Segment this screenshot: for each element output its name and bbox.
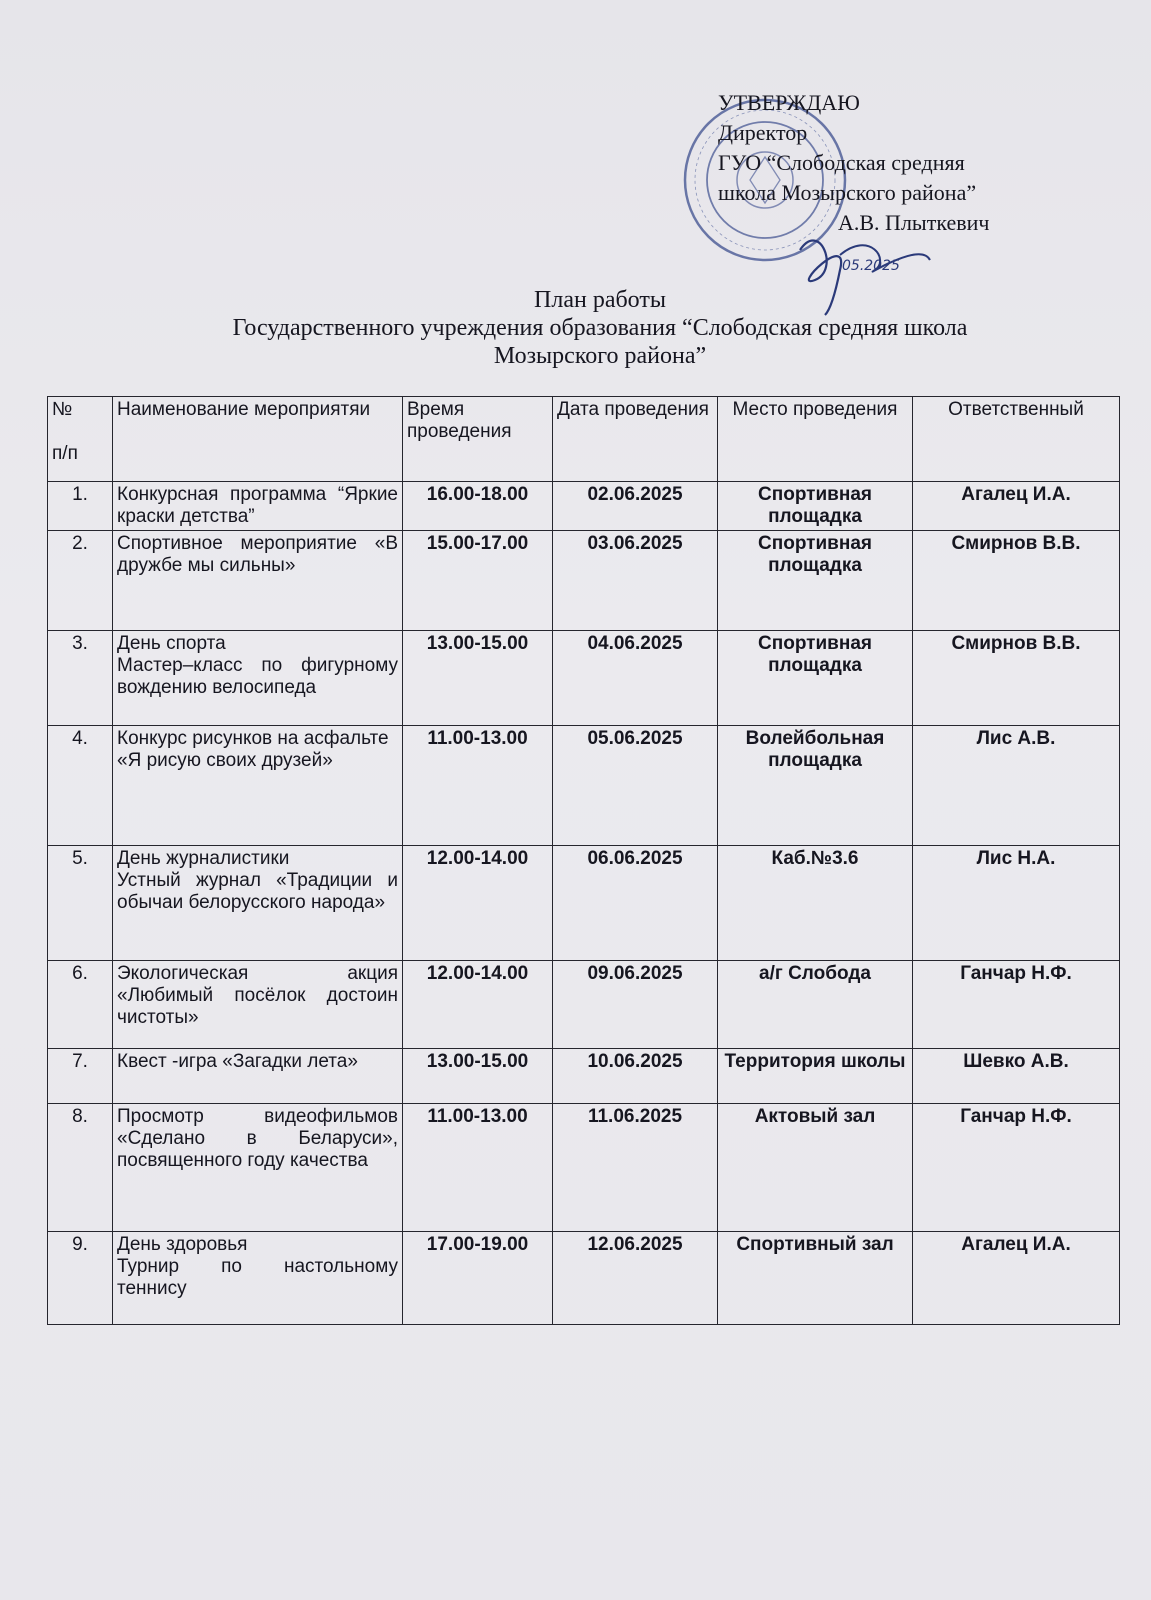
event-name — [113, 846, 403, 961]
event-name-line: День спорта — [117, 633, 226, 654]
table-row — [48, 631, 1120, 726]
approval-organization: ГУО “Слободская средняя — [718, 150, 965, 175]
event-responsible: Лис Н.А. — [913, 846, 1120, 961]
event-time: 15.00-17.00 — [403, 531, 553, 631]
event-place: Волейбольная площадка — [718, 726, 913, 846]
row-number: 4. — [48, 726, 113, 846]
event-name-line: День здоровья — [117, 1234, 248, 1255]
event-name-line: Устный журнал «Традиции и обычаи белорусского народа» — [117, 870, 398, 913]
event-name-line: Конкурс рисунков на асфальте — [117, 728, 389, 749]
event-time: 17.00-19.00 — [403, 1232, 553, 1325]
event-date: 05.06.2025 — [553, 726, 718, 846]
header-responsible: Ответственный — [913, 397, 1120, 482]
event-date: 11.06.2025 — [553, 1104, 718, 1232]
event-name — [113, 631, 403, 726]
event-responsible: Агалец И.А. — [913, 482, 1120, 531]
event-date: 10.06.2025 — [553, 1049, 718, 1104]
event-name — [113, 1049, 403, 1104]
event-date: 03.06.2025 — [553, 531, 718, 631]
table-row — [48, 1104, 1120, 1232]
table-row — [48, 531, 1120, 631]
approval-position: Директор — [718, 120, 808, 145]
event-place: Спортивная площадка — [718, 631, 913, 726]
event-name-line: День журналистики — [117, 848, 290, 869]
event-time: 12.00-14.00 — [403, 961, 553, 1049]
event-name-line: Просмотр видеофильмов «Сделано в Беларуси», посвященного году качества — [117, 1106, 398, 1171]
title-line-3: Мозырского района” — [493, 343, 707, 369]
event-place: Спортивная площадка — [718, 531, 913, 631]
event-responsible: Ганчар Н.Ф. — [913, 961, 1120, 1049]
header-date: Дата проведения — [553, 397, 718, 482]
event-place: Спортивная площадка — [718, 482, 913, 531]
event-name — [113, 1232, 403, 1325]
event-name-line: Спортивное мероприятие «В дружбе мы сильны» — [117, 533, 398, 576]
table-row — [48, 961, 1120, 1049]
header-event-name: Наименование мероприятяи — [113, 397, 403, 482]
event-place: а/г Слобода — [718, 961, 913, 1049]
row-number: 8. — [48, 1104, 113, 1232]
row-number: 1. — [48, 482, 113, 531]
title-line-2: Государственного учреждения образования “Слободская средняя школа — [232, 315, 968, 341]
event-time: 11.00-13.00 — [403, 726, 553, 846]
document-title — [150, 286, 1050, 370]
event-responsible: Агалец И.А. — [913, 1232, 1120, 1325]
event-date: 04.06.2025 — [553, 631, 718, 726]
event-name — [113, 961, 403, 1049]
event-time: 12.00-14.00 — [403, 846, 553, 961]
event-place: Территория школы — [718, 1049, 913, 1104]
row-number: 7. — [48, 1049, 113, 1104]
event-name — [113, 482, 403, 531]
header-number: № п/п — [48, 397, 113, 482]
work-plan-table — [47, 396, 1120, 1325]
event-time: 11.00-13.00 — [403, 1104, 553, 1232]
event-responsible: Лис А.В. — [913, 726, 1120, 846]
event-date: 12.06.2025 — [553, 1232, 718, 1325]
event-name-line: «Я рисую своих друзей» — [117, 750, 333, 771]
event-name — [113, 726, 403, 846]
event-name-line: Квест -игра «Загадки лета» — [117, 1051, 358, 1072]
table-row — [48, 1232, 1120, 1325]
header-time: Время проведения — [403, 397, 553, 482]
event-name-line: Конкурсная программа “Яркие краски детства” — [117, 484, 398, 527]
event-time: 16.00-18.00 — [403, 482, 553, 531]
event-name — [113, 531, 403, 631]
event-date: 06.06.2025 — [553, 846, 718, 961]
table-body — [48, 482, 1120, 1325]
approval-heading: УТВЕРЖДАЮ — [718, 90, 860, 115]
approval-organization-cont: школа Мозырского района” — [718, 180, 977, 205]
table-row — [48, 1049, 1120, 1104]
event-name — [113, 1104, 403, 1232]
event-name-line: Экологическая акция «Любимый посёлок достоин чистоты» — [117, 963, 398, 1028]
row-number: 3. — [48, 631, 113, 726]
event-time: 13.00-15.00 — [403, 1049, 553, 1104]
event-time: 13.00-15.00 — [403, 631, 553, 726]
approval-director-name: А.В. Плыткевич — [838, 210, 990, 235]
table-header-row — [48, 397, 1120, 482]
event-responsible: Смирнов В.В. — [913, 531, 1120, 631]
event-place: Каб.№3.6 — [718, 846, 913, 961]
event-place: Актовый зал — [718, 1104, 913, 1232]
row-number: 2. — [48, 531, 113, 631]
table-row — [48, 482, 1120, 531]
svg-text:05.2025: 05.2025 — [842, 258, 900, 274]
header-place: Место проведения — [718, 397, 913, 482]
title-line-1: План работы — [534, 287, 666, 313]
event-responsible: Шевко А.В. — [913, 1049, 1120, 1104]
event-date: 02.06.2025 — [553, 482, 718, 531]
row-number: 6. — [48, 961, 113, 1049]
table-row — [48, 846, 1120, 961]
event-date: 09.06.2025 — [553, 961, 718, 1049]
table-row — [48, 726, 1120, 846]
event-place: Спортивный зал — [718, 1232, 913, 1325]
row-number: 5. — [48, 846, 113, 961]
event-responsible: Смирнов В.В. — [913, 631, 1120, 726]
row-number: 9. — [48, 1232, 113, 1325]
event-name-line: Турнир по настольному теннису — [117, 1256, 398, 1299]
event-name-line: Мастер–класс по фигурному вождению велосипеда — [117, 655, 398, 698]
event-responsible: Ганчар Н.Ф. — [913, 1104, 1120, 1232]
